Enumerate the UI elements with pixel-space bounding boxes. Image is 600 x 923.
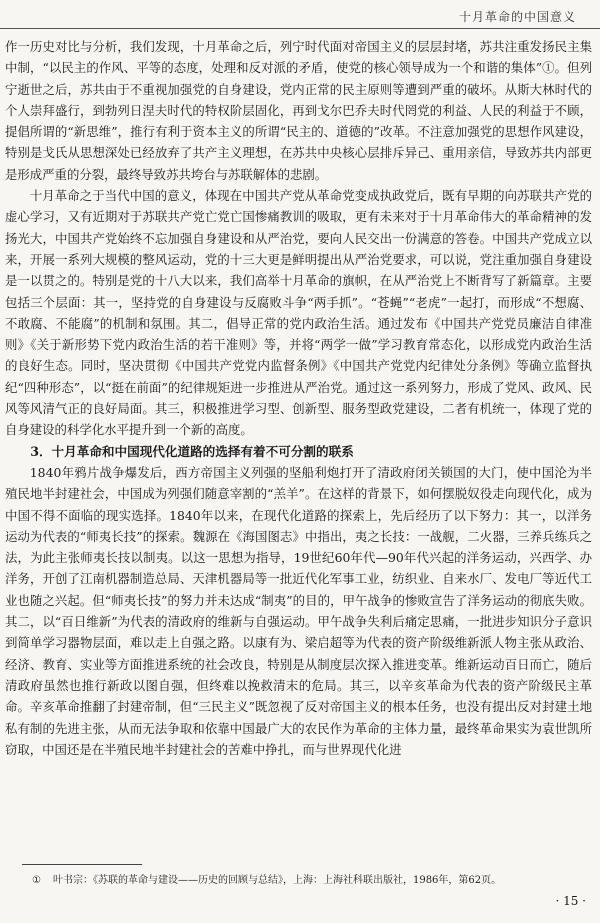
footnote-rule (22, 864, 142, 865)
paragraph-3: 1840年鸦片战争爆发后，西方帝国主义列强的坚船利炮打开了清政府闭关锁国的大门，使中国沦为半殖民地半封建社会，中国成为列强们随意宰割的“羔羊”。在这样的背景下，如何摆脱奴役走向现代化，成为中国不得不面临的现实选择。1840年以来，在现代化道路的探索上，先后经历了以下努力：其一，以洋务运动为代表的“师夷长技”的探索。魏源在《海国图志》中指出，夷之长技：一战舰，二火器，三养兵练兵之法，为此主张师夷长技以制夷。以这一思想为指导，19世纪60年代—90年代兴起的洋务运动，兴西学、办洋务，开创了江南机器制造总局、天津机器局等一批近代化军事工业，纺织业、自来水厂、发电厂等近代工业也随之兴起。但“师夷长技”的努力并未达成“制夷”的目的，甲午战争的惨败宣告了洋务运动的彻底失败。其二，以“百日维新”为代表的清政府的维新与自强运动。甲午战争失利后痛定思痛，一批进步知识分子意识到简单学习器物层面，难以走上自强之路。以康有为、梁启超等为代表的资产阶级维新派人物主张从政治、经济、教育、实业等方面推进系统的社会改良，特别是从制度层次探入推进变革。维新运动百日而亡，随后清政府虽然也推行新政以图自强，但终难以挽救清末的危局。其三，以辛亥革命为代表的资产阶级民主革命。辛亥革命推翻了封建帝制，但“三民主义”既忽视了反对帝国主义的根本任务，也没有提出反对封建土地私有制的先进主张，从而无法争取和依靠中国最广大的农民作为革命的主体力量，最终革命果实为袁世凯所窃取，中国还是在半殖民地半封建社会的苦难中挣扎，而与世界现代化进 (5, 464, 592, 757)
paragraph-2: 十月革命之于当代中国的意义，体现在中国共产党从革命党变成执政党后，既有早期的向苏联共产党的虚心学习，又有近期对于苏联共产党亡党亡国惨痛教训的吸取，更有未来对于十月革命伟大的革命精神的发扬光大，中国共产党始终不忘加强自身建设和从严治党，要向人民交出一份满意的答卷。中国共产党成立以来，开展一系列大规模的整风运动，党的十三大更是鲜明提出从严治党要求，可以说，党注重加强自身建设是一以贯之的。特别是党的十八大以来，我们高举十月革命的旗帜，在从严治党上不断背写了新篇章。主要包括三个层面：其一，坚持党的自身建设与反腐败斗争“两手抓”。“苍蝇”“老虎”一起打，而形成“不想腐、不敢腐、不能腐”的机制和氛围。其二，倡导正常的党内政治生活。通过发布《中国共产党党员廉洁自律准则》《关于新形势下党内政治生活的若干准则》等，并将“两学一做”学习教育常态化，以形成党内政治生活的良好生态。同时，坚决贯彻《中国共产党党内监督条例》《中国共产党党内纪律处分条例》等确立监督执纪“四种形态”，以“挺在前面”的纪律规矩进一步推进从严治党。通过这一系列努力，形成了党风、政风、民风等风清气正的良好局面。其三，积极推进学习型、创新型、服务型政党建设，二者有机统一，体现了党的自身建设的科学化水平提升到一个新的高度。 (5, 188, 592, 438)
footnote-mark: ① (32, 875, 41, 886)
footnote-text: 叶书宗：《苏联的革命与建设——历史的回顾与总结》，上海：上海社科联出版社，1986年，第62页。 (52, 875, 502, 886)
footnote (32, 871, 501, 886)
page-number: · 15 · (555, 894, 586, 908)
running-head: 十月革命的中国意义 (458, 10, 576, 24)
body-text (5, 36, 592, 760)
paragraph-1: 作一历史对比与分析，我们发现，十月革命之后，列宁时代面对帝国主义的层层封堵，苏共注重发扬民主集中制，“以民主的作风、平等的态度，处理和反对派的矛盾，使党的核心领导成为一个和谐的集体”①。但列宁逝世之后，苏共由于不重视加强党的自身建设，党内正常的民主原则等遭到严重的破坏。从斯大林时代的个人崇拜盛行，到勃列日涅夫时代的特权阶层固化，再到戈尔巴乔夫时代罔党的利益、人民的利益于不顾，提倡所谓的“新思维”，推行有利于资本主义的所谓“民主的、道德的”改革。不注意加强党的思想作风建设，特别是戈氏从思想深处已经放弃了共产主义理想，在苏共中央核心层排斥异己、重用亲信，导致苏共内部更是形成严重的分裂，最终导致苏共垮台与苏联解体的悲剧。 (5, 39, 592, 182)
section-heading: 3．十月革命和中国现代化道路的选择有着不可分割的联系 (30, 443, 354, 459)
header-rule (0, 28, 600, 29)
